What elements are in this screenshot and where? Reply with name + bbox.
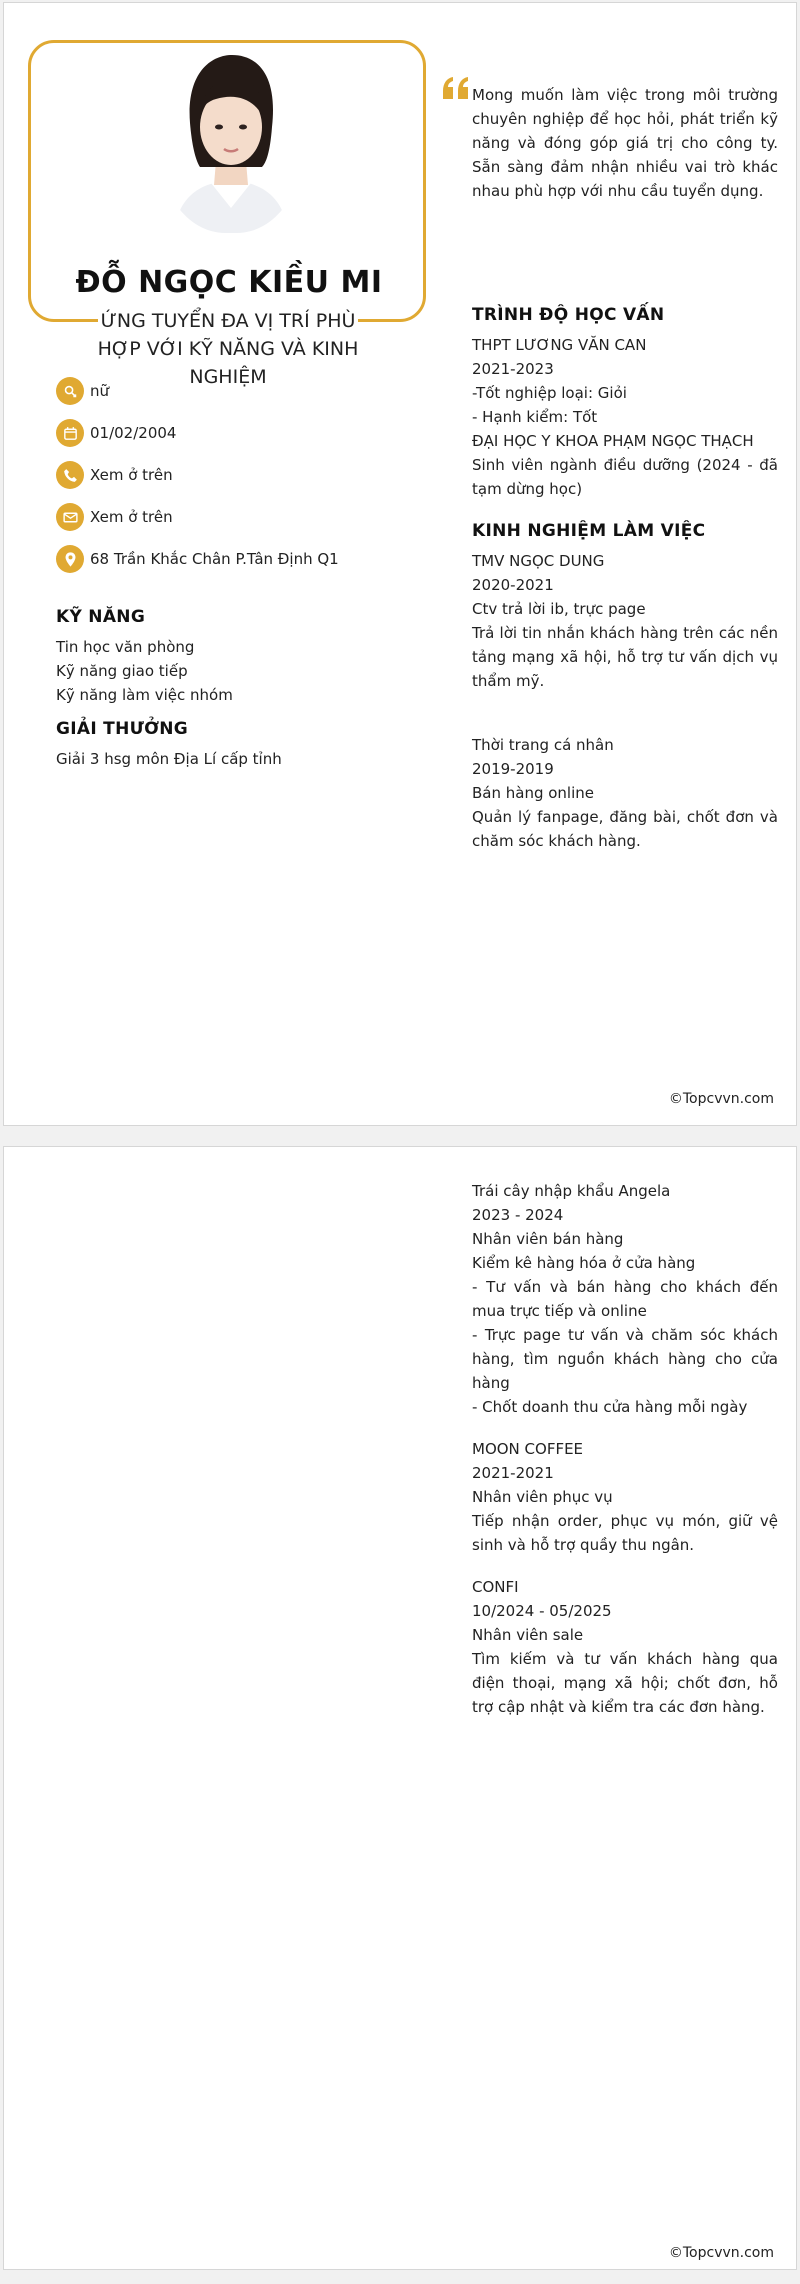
skills-title: KỸ NĂNG [56, 607, 146, 627]
skill-item: Kỹ năng giao tiếp [56, 662, 188, 680]
education-line: - Hạnh kiểm: Tốt [472, 408, 598, 426]
education-line: Sinh viên ngành điều dưỡng (2024 - đã tạm dừng học) [472, 456, 778, 498]
job-entry [472, 1179, 778, 1419]
job-role: Nhân viên phục vụ [472, 1488, 613, 1506]
experience-title: KINH NGHIỆM LÀM VIỆC [472, 521, 706, 541]
footer-brand: ©Topcvvn.com [668, 2245, 774, 2261]
address-text: 68 Trần Khắc Chân P.Tân Định Q1 [90, 550, 339, 568]
job-company: CONFI [472, 1578, 519, 1596]
candidate-name: ĐỖ NGỌC KIỀU MI [75, 265, 383, 300]
cv-page-1 [3, 2, 797, 1126]
cv-page-2 [3, 1146, 797, 2270]
job-company: Trái cây nhập khẩu Angela [472, 1182, 671, 1200]
job-entry [472, 733, 778, 853]
education-title: TRÌNH ĐỘ HỌC VẤN [472, 305, 665, 325]
contact-list [56, 377, 356, 587]
job-entry [472, 1575, 778, 1719]
contact-phone [56, 461, 356, 489]
job-period: 2020-2021 [472, 576, 554, 594]
job-description-line: Kiểm kê hàng hóa ở cửa hàng [472, 1254, 696, 1272]
job-description: Quản lý fanpage, đăng bài, chốt đơn và chăm sóc khách hàng. [472, 808, 778, 850]
skill-item: Kỹ năng làm việc nhóm [56, 686, 233, 704]
job-period: 2021-2021 [472, 1464, 554, 1482]
experience-continued [472, 1179, 778, 1737]
education-line: ĐẠI HỌC Y KHOA PHẠM NGỌC THẠCH [472, 432, 754, 450]
career-objective: Mong muốn làm việc trong môi trường chuyên nghiệp để học hỏi, phát triển kỹ năng và đóng góp giá trị cho công ty. Sẵn sàng đảm nhận nhiều vai trò khác nhau phù hợp với nhu cầu tuyển dụng. [472, 86, 778, 200]
skill-item: Tin học văn phòng [56, 638, 195, 656]
job-entry [472, 549, 778, 693]
experience-section [472, 521, 778, 871]
contact-birthday [56, 419, 356, 447]
job-entry [472, 1437, 778, 1557]
job-period: 2019-2019 [472, 760, 554, 778]
birthday-text: 01/02/2004 [90, 424, 177, 442]
education-line: THPT LƯƠNG VĂN CAN [472, 336, 647, 354]
location-icon [56, 545, 84, 573]
phone-text: Xem ở trên [90, 466, 173, 484]
awards-title: GIẢI THƯỞNG [56, 719, 189, 739]
calendar-icon [56, 419, 84, 447]
job-description-line: - Tư vấn và bán hàng cho khách đến mua trực tiếp và online [472, 1278, 778, 1320]
job-role: Bán hàng online [472, 784, 595, 802]
job-period: 10/2024 - 05/2025 [472, 1602, 612, 1620]
job-company: MOON COFFEE [472, 1440, 584, 1458]
gender-text: nữ [90, 382, 110, 400]
job-role: Nhân viên sale [472, 1626, 584, 1644]
contact-address [56, 545, 356, 573]
job-description: Tiếp nhận order, phục vụ món, giữ vệ sinh và hỗ trợ quầy thu ngân. [472, 1512, 778, 1554]
award-item: Giải 3 hsg môn Địa Lí cấp tỉnh [56, 750, 282, 768]
gender-icon [56, 377, 84, 405]
footer-brand: ©Topcvvn.com [668, 1091, 774, 1107]
job-description-line: - Trực page tư vấn và chăm sóc khách hàng, tìm nguồn khách hàng cho cửa hàng [472, 1326, 778, 1392]
phone-icon [56, 461, 84, 489]
job-description: Tìm kiếm và tư vấn khách hàng qua điện thoại, mạng xã hội; chốt đơn, hỗ trợ cập nhật và kiểm tra các đơn hàng. [472, 1650, 778, 1716]
job-description-line: - Chốt doanh thu cửa hàng mỗi ngày [472, 1398, 748, 1416]
education-line: -Tốt nghiệp loại: Giỏi [472, 384, 627, 402]
job-company: TMV NGỌC DUNG [472, 552, 605, 570]
contact-gender [56, 377, 356, 405]
profile-photo [156, 43, 306, 233]
job-role: Nhân viên bán hàng [472, 1230, 624, 1248]
job-description: Trả lời tin nhắn khách hàng trên các nền tảng mạng xã hội, hỗ trợ tư vấn dịch vụ thẩm mỹ. [472, 624, 778, 690]
contact-email [56, 503, 356, 531]
job-company: Thời trang cá nhân [472, 736, 614, 754]
email-text: Xem ở trên [90, 508, 173, 526]
quote-icon [441, 75, 471, 103]
candidate-headline: ỨNG TUYỂN ĐA VỊ TRÍ PHÙ HỢP VỚI KỸ NĂNG VÀ KINH NGHIỆM [97, 310, 359, 388]
education-section [472, 305, 778, 501]
skills-section [56, 607, 386, 707]
mail-icon [56, 503, 84, 531]
job-role: Ctv trả lời ib, trực page [472, 600, 646, 618]
awards-section [56, 719, 386, 771]
job-period: 2023 - 2024 [472, 1206, 564, 1224]
education-line: 2021-2023 [472, 360, 554, 378]
